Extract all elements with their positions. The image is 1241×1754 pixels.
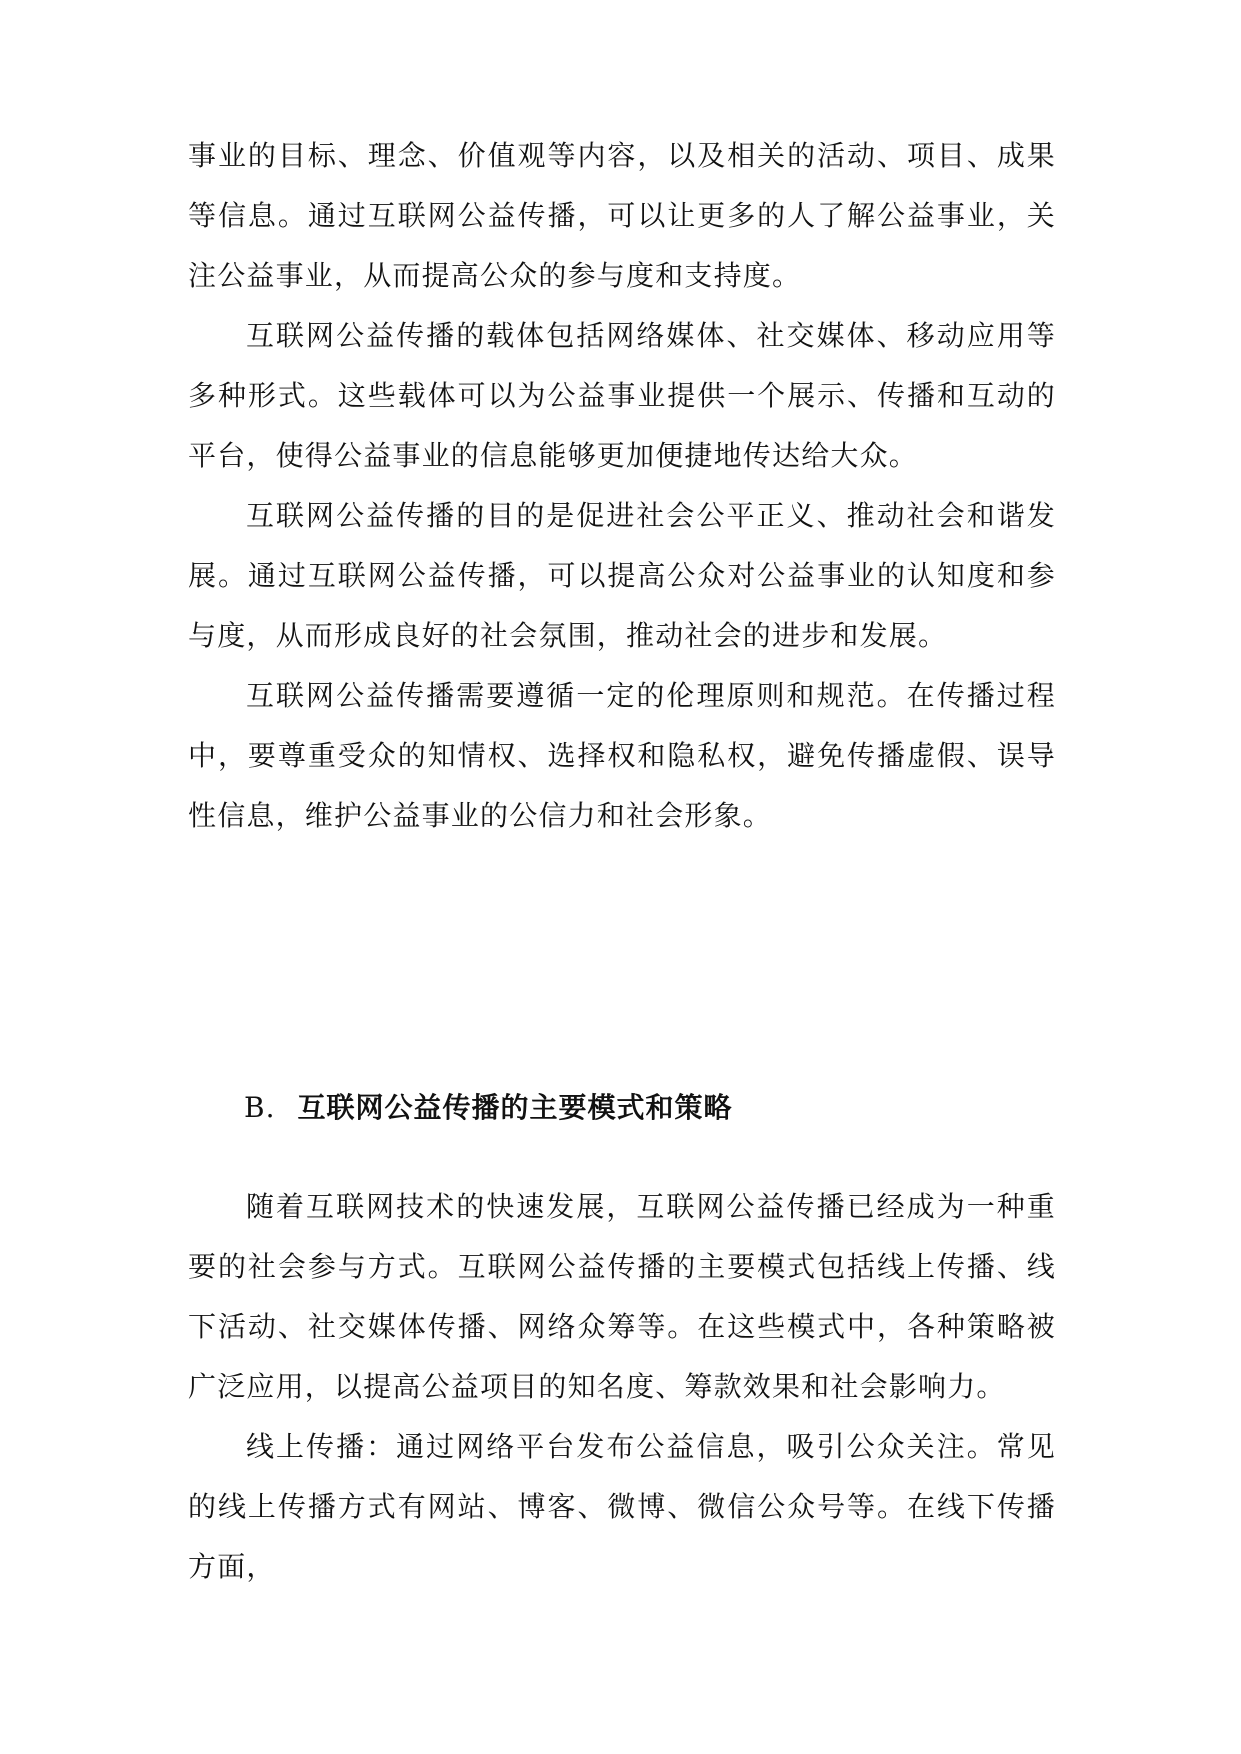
section-title: 互联网公益传播的主要模式和策略	[297, 1091, 733, 1124]
paragraph-purpose: 互联网公益传播的目的是促进社会公平正义、推动社会和谐发展。通过互联网公益传播，可以提高公众对公益事业的认知度和参与度，从而形成良好的社会氛围，推动社会的进步和发展。	[188, 499, 1056, 652]
section-heading-b	[244, 1078, 733, 1138]
paragraph-development: 随着互联网技术的快速发展，互联网公益传播已经成为一种重要的社会参与方式。互联网公益传播的主要模式包括线上传播、线下活动、社交媒体传播、网络众筹等。在这些模式中，各种策略被广泛应用，以提高公益项目的知名度、筹款效果和社会影响力。	[188, 1190, 1056, 1403]
paragraph-online-spread: 线上传播：通过网络平台发布公益信息，吸引公众关注。常见的线上传播方式有网站、博客、微博、微信公众号等。在线下传播方面，	[188, 1430, 1056, 1583]
paragraph-ethics: 互联网公益传播需要遵循一定的伦理原则和规范。在传播过程中，要尊重受众的知情权、选择权和隐私权，避免传播虚假、误导性信息，维护公益事业的公信力和社会形象。	[188, 679, 1056, 832]
section-label: B.	[244, 1091, 276, 1124]
paragraph-continued: 事业的目标、理念、价值观等内容，以及相关的活动、项目、成果等信息。通过互联网公益传播，可以让更多的人了解公益事业，关注公益事业，从而提高公众的参与度和支持度。	[188, 139, 1056, 292]
body-text-block-2	[188, 1177, 1056, 1597]
paragraph-carriers: 互联网公益传播的载体包括网络媒体、社交媒体、移动应用等多种形式。这些载体可以为公益事业提供一个展示、传播和互动的平台，使得公益事业的信息能够更加便捷地传达给大众。	[188, 319, 1056, 472]
body-text-block-1	[188, 126, 1056, 846]
